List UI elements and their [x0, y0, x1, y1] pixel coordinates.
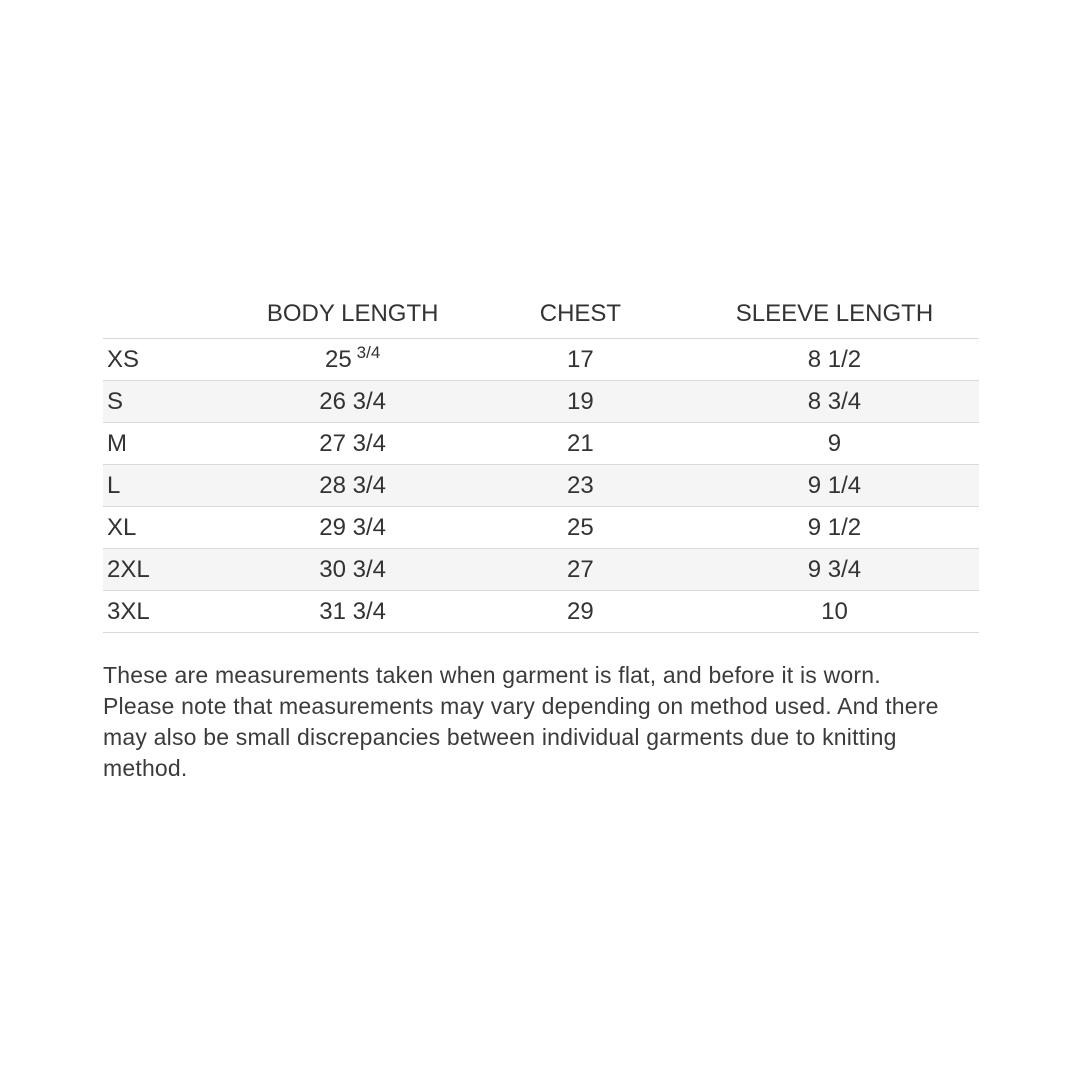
body-length-value: 31 3/4	[319, 597, 387, 625]
size-label: 2XL	[107, 555, 150, 583]
chest-value: 29	[567, 597, 594, 625]
header-row	[103, 300, 979, 339]
sleeve-length-value: 10	[821, 597, 848, 625]
body-length-value: 27 3/4	[319, 429, 387, 457]
size-label: M	[107, 429, 127, 457]
sleeve-length-value: 8 1/2	[807, 345, 862, 373]
chest-value: 23	[567, 471, 594, 499]
sleeve-length-value: 9 3/4	[807, 555, 862, 583]
table-row	[103, 339, 979, 381]
body-length-value: 30 3/4	[319, 555, 387, 583]
sleeve-length-value: 8 3/4	[807, 387, 862, 415]
chest-value: 27	[567, 555, 594, 583]
size-column-header	[103, 300, 234, 339]
chest-column-header: CHEST	[471, 300, 690, 339]
body-length-value: 29 3/4	[319, 513, 387, 541]
fraction-superscript: 3/4	[356, 342, 381, 362]
table-row	[103, 423, 979, 465]
table-row	[103, 465, 979, 507]
size-label: 3XL	[107, 597, 150, 625]
chest-value: 21	[567, 429, 594, 457]
size-label: XS	[107, 345, 140, 373]
body-length-value: 25 $^{3/4}$	[324, 342, 381, 373]
chest-value: 25	[567, 513, 594, 541]
measurement-note: These are measurements taken when garment is flat, and before it is worn. Please note that measurements may vary depending on method used. And there may also be small discrepancies between individual garments due to knitting method.	[103, 662, 939, 781]
body-length-column-header: BODY LENGTH	[234, 300, 471, 339]
table-row	[103, 381, 979, 423]
sleeve-length-value: 9 1/4	[807, 471, 862, 499]
sleeve-length-value: 9	[827, 429, 842, 457]
size-chart-section	[103, 300, 979, 807]
chest-value: 17	[567, 345, 594, 373]
body-length-value: 26 3/4	[319, 387, 387, 415]
table-row	[103, 507, 979, 549]
size-chart-table	[103, 300, 979, 633]
table-row	[103, 591, 979, 633]
body-length-value: 28 3/4	[319, 471, 387, 499]
table-row	[103, 549, 979, 591]
chest-value: 19	[567, 387, 594, 415]
sleeve-length-column-header: SLEEVE LENGTH	[690, 300, 979, 339]
size-label: L	[107, 471, 121, 499]
size-label: XL	[107, 513, 137, 541]
size-label: S	[107, 387, 124, 415]
sleeve-length-value: 9 1/2	[807, 513, 862, 541]
